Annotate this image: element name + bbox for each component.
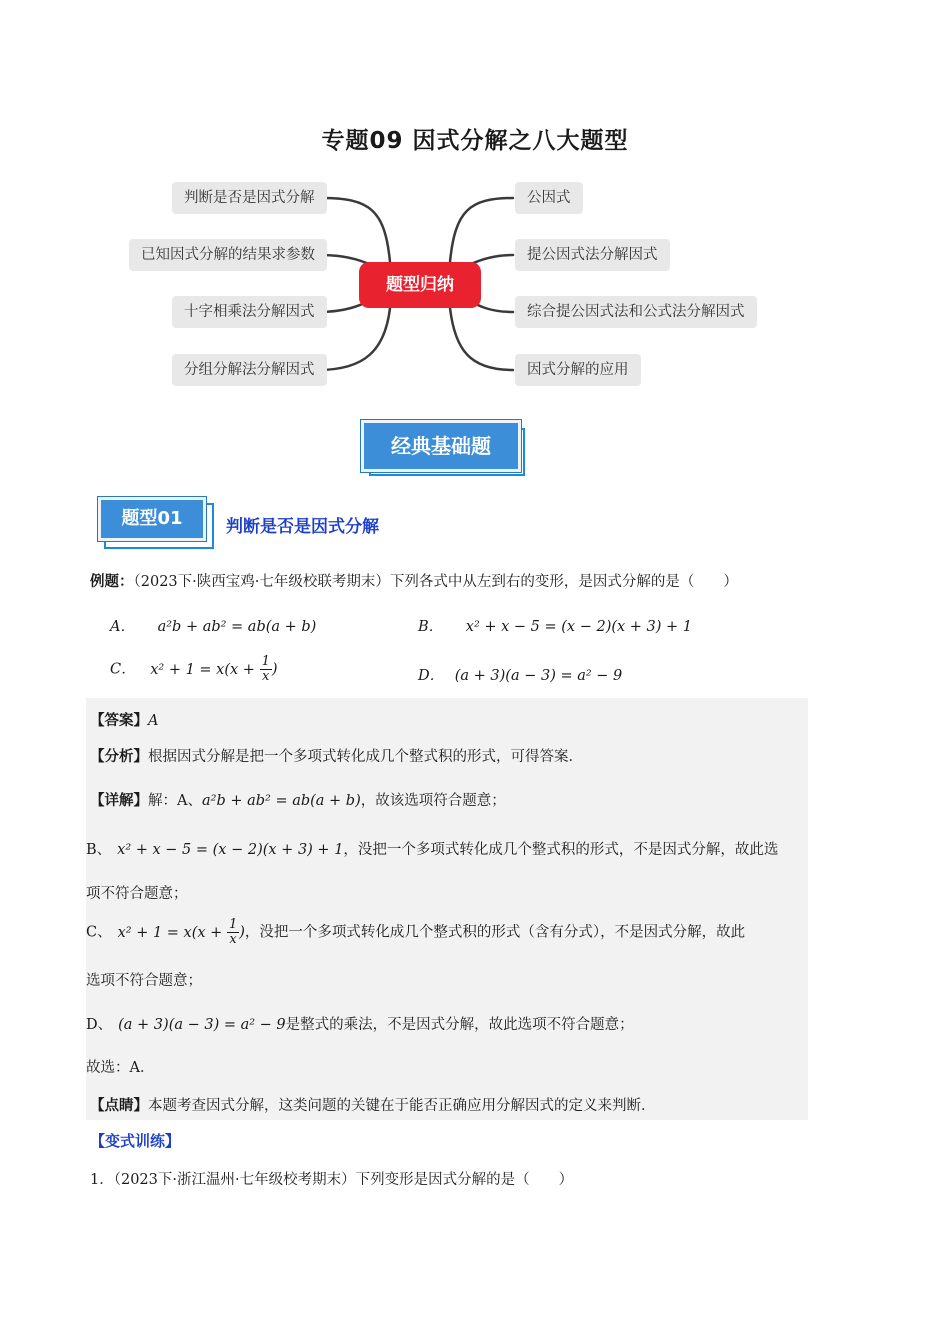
mindmap-node-right-3: 综合提公因式法和公式法分解因式	[515, 296, 757, 328]
question-type-title: 判断是否是因式分解	[226, 517, 379, 537]
mindmap-node-right-2: 提公因式法分解因式	[515, 239, 670, 271]
page-title: 专题09 因式分解之八大题型	[321, 128, 629, 154]
option-b[interactable]: B． x² + x − 5 = (x − 2)(x + 3) + 1	[418, 619, 693, 635]
mindmap-center-node: 题型归纳	[359, 262, 481, 308]
mindmap-node-left-1: 判断是否是因式分解	[172, 182, 327, 214]
variant-question-1: 1．（2023下·浙江温州·七年级校考期末）下列变形是因式分解的是（ ）	[90, 1172, 574, 1188]
variant-training-heading: 【变式训练】	[90, 1132, 181, 1150]
analysis-line: 【分析】根据因式分解是把一个多项式转化成几个整式积的形式，可得答案．	[90, 748, 583, 765]
option-c[interactable]: C． x² + 1 = x(x + $\frac{1}{x}$ )	[110, 654, 278, 684]
comment-line: 【点睛】本题考查因式分解，这类问题的关键在于能否正确应用分解因式的定义来判断．	[90, 1097, 656, 1114]
detail-d-line: D、 (a + 3)(a − 3) = a² − 9是整式的乘法，不是因式分解，故此选项不符合题意；	[86, 1017, 634, 1033]
option-a[interactable]: A． a²b + ab² = ab(a + b)	[110, 619, 317, 635]
answer-value: A	[148, 713, 159, 729]
example-text: （2023下·陕西宝鸡·七年级校联考期末）下列各式中从左到右的变形，是因式分解的是（ ）	[133, 574, 738, 590]
mindmap-node-right-4: 因式分解的应用	[515, 354, 641, 386]
option-d-expr: (a + 3)(a − 3) = a² − 9	[454, 668, 623, 684]
detail-b-line: B、 x² + x − 5 = (x − 2)(x + 3) + 1，没把一个多项式转化成几个整式积的形式，不是因式分解，故此选	[86, 842, 779, 858]
conclusion-line: 故选：A．	[86, 1060, 155, 1076]
mindmap-node-right-1: 公因式	[515, 182, 583, 214]
mindmap-node-left-2: 已知因式分解的结果求参数	[129, 239, 327, 271]
detail-a-line: 【详解】解：A、a²b + ab² = ab(a + b)，故该选项符合题意；	[90, 792, 506, 809]
option-b-expr: x² + x − 5 = (x − 2)(x + 3) + 1	[465, 619, 693, 635]
mindmap-node-left-4: 分组分解法分解因式	[172, 354, 327, 386]
option-c-fraction: $\frac{1}{x}$	[261, 654, 270, 684]
option-a-expr: a²b + ab² = ab(a + b)	[157, 619, 317, 635]
section-banner	[361, 420, 525, 476]
question-type-tag	[98, 497, 214, 549]
detail-c-cont: 选项不符合题意；	[86, 973, 202, 989]
example-stem	[90, 570, 738, 591]
detail-b-cont: 项不符合题意；	[86, 886, 188, 902]
option-d[interactable]: D． (a + 3)(a − 3) = a² − 9	[418, 668, 623, 684]
detail-c-fraction: $\frac{1}{x}$	[228, 917, 238, 947]
example-label: 例题：	[90, 573, 134, 590]
mindmap-connectors	[0, 0, 950, 400]
detail-c-line: C、 x² + 1 = x(x + $\frac{1}{x}$ )，没把一个多项式转化成几个整式积的形式（含有分式），不是因式分解，故此	[86, 917, 746, 947]
tag-label: 题型01	[98, 497, 206, 541]
banner-label: 经典基础题	[361, 420, 521, 472]
answer-line: 【答案】A	[90, 712, 159, 729]
mindmap-node-left-3: 十字相乘法分解因式	[172, 296, 327, 328]
